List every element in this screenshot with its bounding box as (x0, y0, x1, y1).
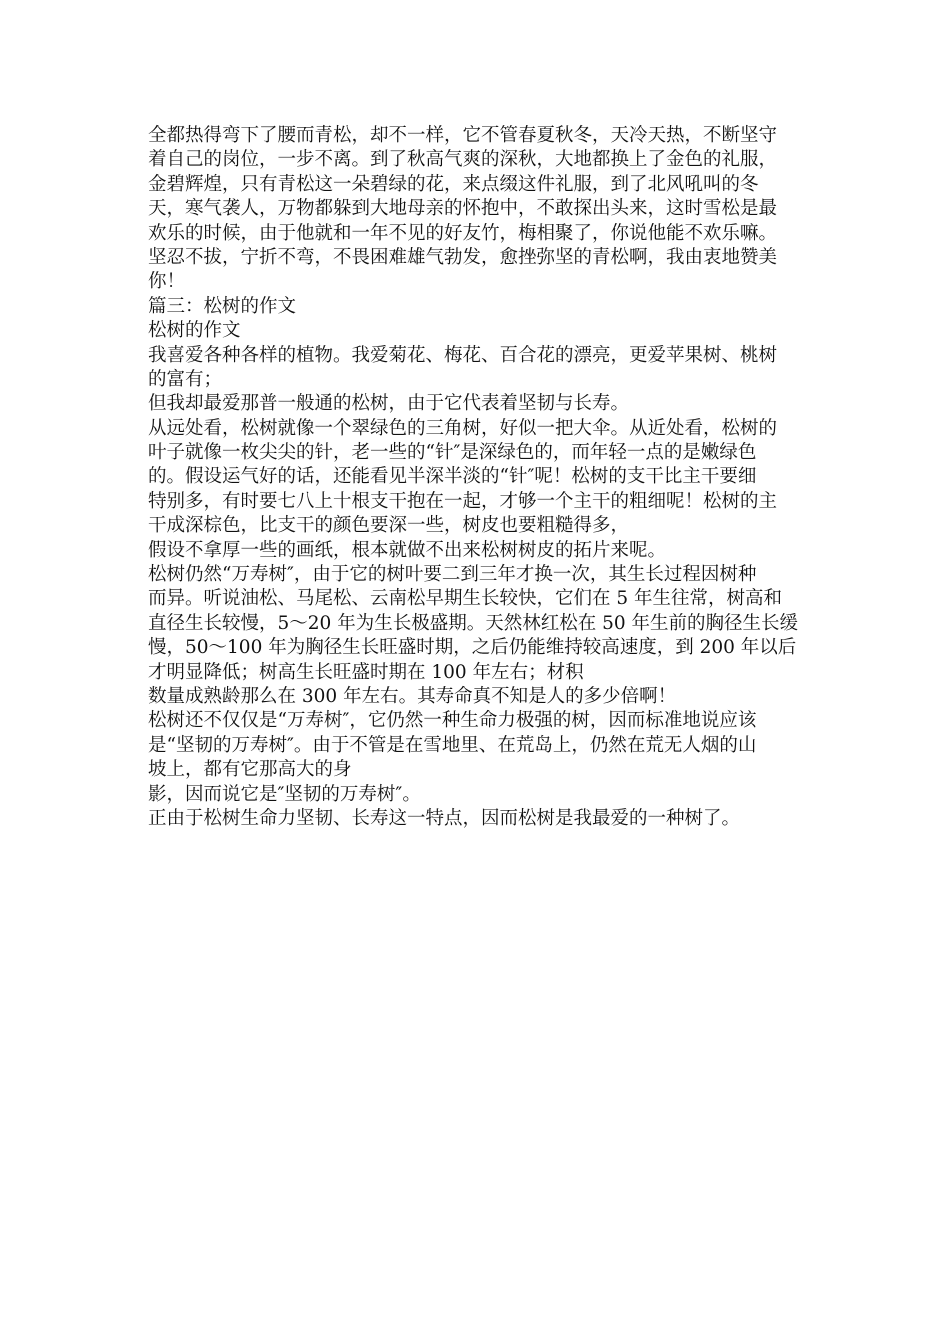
article-title: 松树的作文 (148, 320, 241, 342)
text-line: 是“坚韧的万寿树″。由于不管是在雪地里、在荒岛上，仍然在荒无人烟的山 (148, 734, 757, 756)
text-line: 特别多，有时要七八上十根支干抱在一起，才够一个主干的粗细呢！松树的主 (148, 490, 778, 512)
text-line: 的。假设运气好的话，还能看见半深半淡的“针″呢！松树的支干比主干要细 (148, 466, 757, 488)
text-line: 着自己的岗位，一步不离。到了秋高气爽的深秋，大地都换上了金色的礼服， (148, 149, 778, 171)
text-line: 全都热得弯下了腰而青松，却不一样，它不管春夏秋冬，天冷天热，不断坚守 (148, 125, 778, 146)
text-line: 但我却最爱那普一般通的松树，由于它代表着坚韧与长寿。 (148, 393, 630, 415)
text-line: 才明显降低；树高生长旺盛时期在 100 年左右；材积 (148, 661, 584, 683)
text-line: 我喜爱各种各样的植物。我爱菊花、梅花、百合花的漂亮，更爱苹果树、桃树 (148, 344, 778, 366)
text-line: 坡上，都有它那高大的身 (148, 759, 352, 781)
text-line: 而异。听说油松、马尾松、云南松早期生长较快，它们在 5 年生往常，树高和 (148, 588, 783, 610)
section-heading: 篇三：松树的作文 (148, 295, 297, 317)
document-body (148, 124, 808, 831)
text-line: 正由于松树生命力坚韧、长寿这一特点，因而松树是我最爱的一种树了。 (148, 807, 741, 829)
text-line: 的富有； (148, 368, 223, 390)
text-line: 坚忍不拔，宁折不弯，不畏困难雄气勃发，愈挫弥坚的青松啊，我由衷地赞美 (148, 246, 778, 268)
text-line: 你！ (148, 271, 186, 293)
text-line: 从远处看，松树就像一个翠绿色的三角树，好似一把大伞。从近处看，松树的 (148, 417, 778, 439)
text-line: 假设不拿厚一些的画纸，根本就做不出来松树树皮的拓片来呢。 (148, 539, 667, 561)
text-line: 影，因而说它是″坚韧的万寿树″。 (148, 783, 421, 805)
text-line: 慢，50～100 年为胸径生长旺盛时期，之后仍能维持较高速度，到 200 年以后 (148, 637, 797, 659)
text-line: 松树还不仅仅是“万寿树″，它仍然一种生命力极强的树，因而标准地说应该 (148, 710, 757, 732)
text-line: 叶子就像一枚尖尖的针，老一些的“针″是深绿色的，而年轻一点的是嫩绿色 (148, 442, 757, 464)
text-line: 金碧辉煌，只有青松这一朵碧绿的花，来点缀这件礼服，到了北风吼叫的冬 (148, 173, 759, 195)
text-line: 数量成熟龄那么在 300 年左右。其寿命真不知是人的多少倍啊！ (148, 685, 677, 707)
text-line: 松树仍然“万寿树″，由于它的树叶要二到三年才换一次，其生长过程因树种 (148, 564, 757, 586)
text-line: 欢乐的时候，由于他就和一年不见的好友竹，梅相聚了，你说他能不欢乐嘛。 (148, 222, 778, 244)
text-line: 干成深棕色，比支干的颜色要深一些，树皮也要粗糙得多， (148, 515, 630, 537)
text-line: 直径生长较慢，5～20 年为生长极盛期。天然林红松在 50 年生前的胸径生长缓 (148, 612, 798, 634)
text-line: 天，寒气袭人，万物都躲到大地母亲的怀抱中，不敢探出头来，这时雪松是最 (148, 198, 778, 220)
